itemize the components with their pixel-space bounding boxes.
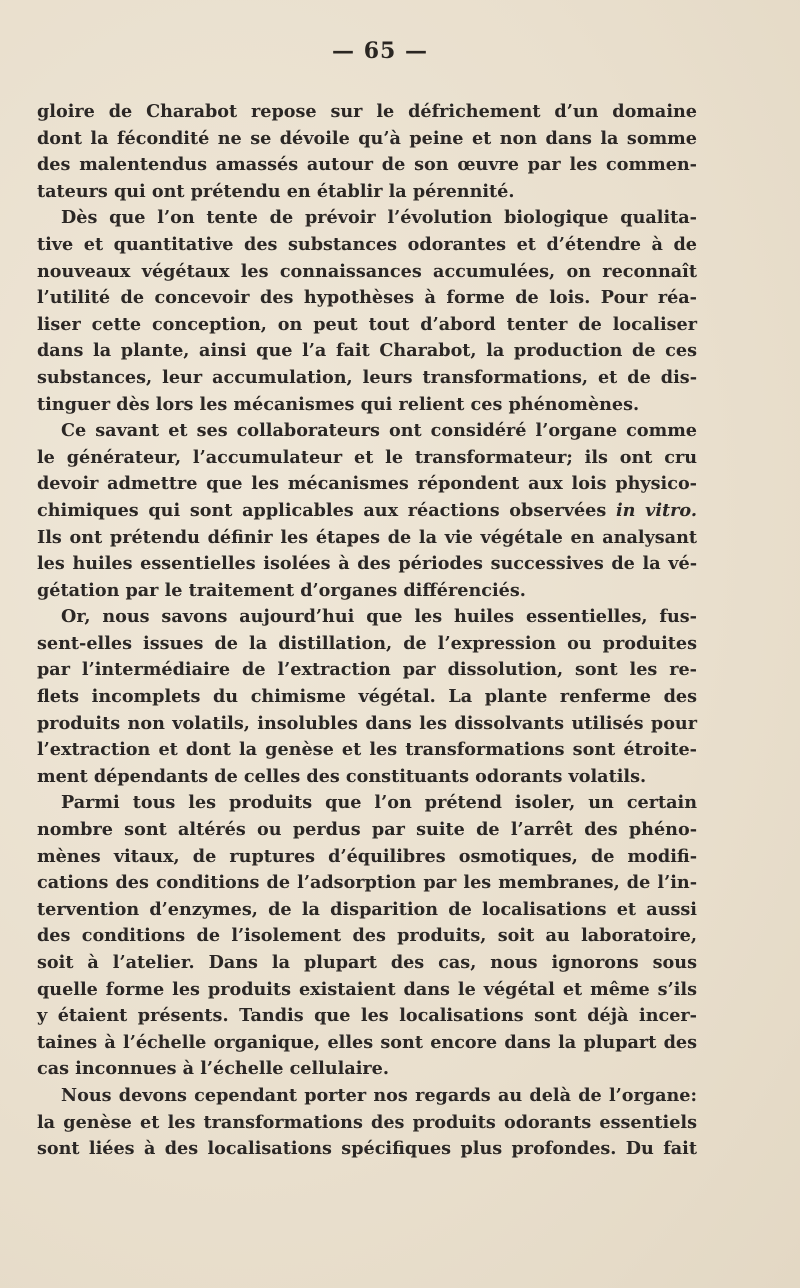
text-line: la genèse et les transformations des produits odorants essentiels: [37, 1111, 697, 1133]
text-line: gloire de Charabot repose sur le défrichement d’un domaine: [37, 101, 697, 122]
text-line: quelle forme les produits existaient dans le végétal et même s’ils: [37, 978, 697, 1000]
text-line: cations des conditions de l’adsorption par les membranes, de l’in-: [37, 872, 697, 894]
text-line: substances, leur accumulation, leurs transformations, et de dis-: [37, 366, 697, 388]
text-line: [37, 498, 697, 525]
text-line: Ils ont prétendu définir les étapes de la vie végétale en analysant: [37, 526, 697, 548]
text-line: taines à l’échelle organique, elles sont encore dans la plupart des: [37, 1031, 697, 1053]
text-line: flets incomplets du chimisme végétal. La plante renferme des: [37, 686, 697, 708]
body-text: [37, 99, 697, 1163]
text-line: des conditions de l’isolement des produits, soit au laboratoire,: [37, 925, 697, 947]
text-line: produits non volatils, insolubles dans les dissolvants utilisés pour: [37, 712, 697, 734]
text-line: nouveaux végétaux les connaissances accumulées, on reconnaît: [37, 260, 697, 282]
text-line: liser cette conception, on peut tout d’abord tenter de localiser: [37, 313, 697, 335]
text-line: tervention d’enzymes, de la disparition de localisations et aussi: [37, 898, 697, 920]
text-line: nombre sont altérés ou perdus par suite de l’arrêt des phéno-: [37, 819, 697, 841]
text-line: mènes vitaux, de ruptures d’équilibres osmotiques, de modifi-: [37, 845, 697, 867]
text-line: Nous devons cependant porter nos regards au delà de l’organe:: [61, 1084, 697, 1106]
page-number: — 65 —: [332, 38, 428, 64]
text-line: soit à l’atelier. Dans la plupart des cas, nous ignorons sous: [37, 952, 697, 973]
text-line-main: chimiques qui sont applicables aux réactions observées: [37, 499, 616, 521]
text-line: tateurs qui ont prétendu en établir la pérennité.: [37, 180, 515, 202]
text-line: Or, nous savons aujourd’hui que les huiles essentielles, fus-: [61, 606, 697, 628]
text-line: par l’intermédiaire de l’extraction par dissolution, sont les re-: [37, 659, 697, 681]
text-line: devoir admettre que les mécanismes répondent aux lois physico-: [37, 473, 697, 495]
text-line: l’extraction et dont la genèse et les transformations sont étroite-: [37, 739, 697, 761]
text-line: Dès que l’on tente de prévoir l’évolution biologique qualita-: [61, 207, 697, 229]
text-line: y étaient présents. Tandis que les localisations sont déjà incer-: [37, 1005, 697, 1027]
text-line: tive et quantitative des substances odorantes et d’étendre à de: [37, 233, 697, 255]
text-line: le générateur, l’accumulateur et le transformateur; ils ont cru: [37, 446, 697, 468]
text-line: gétation par le traitement d’organes différenciés.: [37, 579, 526, 601]
text-line: tinguer dès lors les mécanismes qui relient ces phénomènes.: [37, 393, 640, 415]
text-line: Parmi tous les produits que l’on prétend isoler, un certain: [61, 792, 697, 814]
text-line: Ce savant et ses collaborateurs ont considéré l’organe comme: [61, 420, 697, 442]
text-line: sent-elles issues de la distillation, de l’expression ou produites: [37, 632, 697, 654]
text-line: des malentendus amassés autour de son œuvre par les commen-: [37, 154, 697, 176]
italic-term: in vitro.: [615, 499, 697, 521]
text-line: dans la plante, ainsi que l’a fait Charabot, la production de ces: [37, 340, 697, 362]
text-line: l’utilité de concevoir des hypothèses à forme de lois. Pour réa-: [37, 287, 697, 309]
text-line: dont la fécondité ne se dévoile qu’à peine et non dans la somme: [37, 127, 697, 149]
text-line: ment dépendants de celles des constituants odorants volatils.: [37, 765, 647, 787]
text-line: sont liées à des localisations spécifiques plus profondes. Du fait: [37, 1138, 697, 1160]
text-line: les huiles essentielles isolées à des périodes successives de la vé-: [37, 553, 697, 575]
text-line: cas inconnues à l’échelle cellulaire.: [37, 1058, 389, 1080]
